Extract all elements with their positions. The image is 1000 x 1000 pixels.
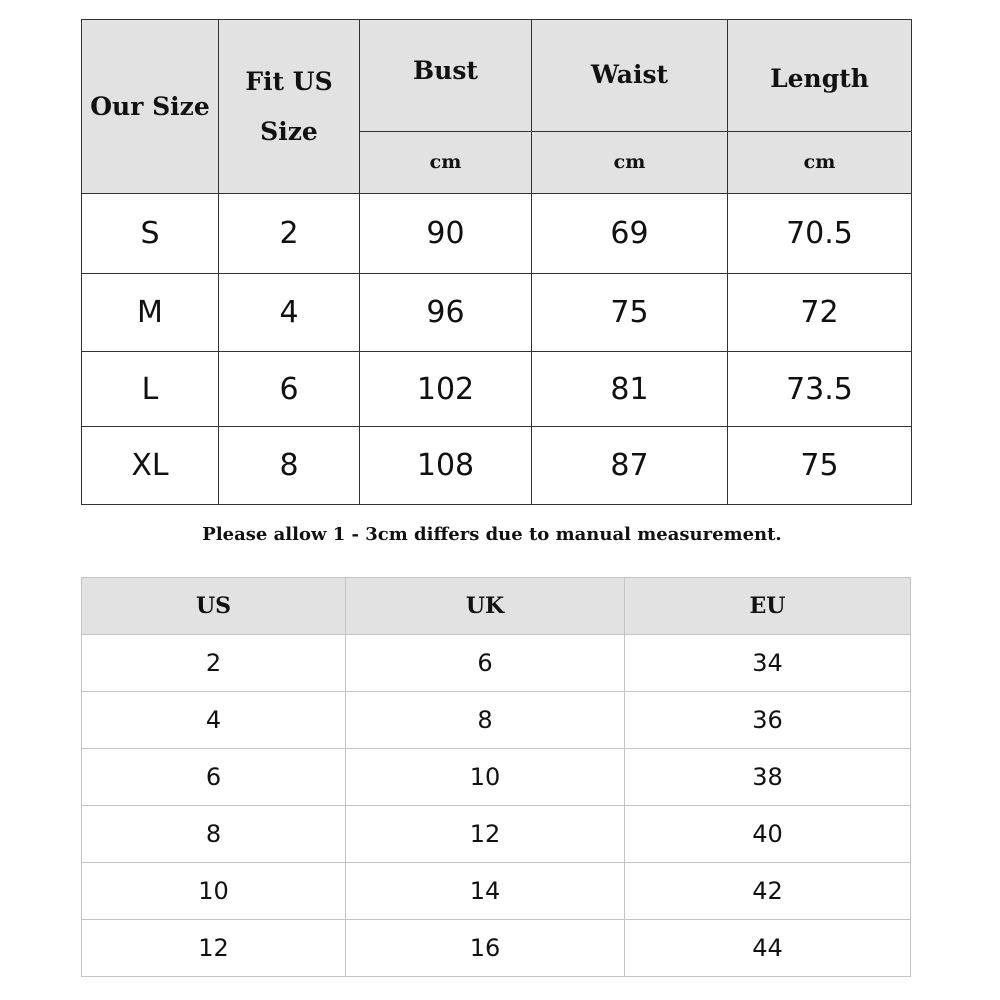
table-row — [82, 692, 911, 749]
cell-uk: 8 — [346, 692, 625, 749]
table-row — [82, 427, 912, 505]
table-row — [82, 806, 911, 863]
table-row — [82, 920, 911, 977]
cell-size: M — [82, 274, 219, 352]
cell-size: L — [82, 352, 219, 427]
cell-eu: 36 — [625, 692, 911, 749]
cell-us: 6 — [219, 352, 360, 427]
cell-us: 2 — [82, 635, 346, 692]
cell-us: 8 — [219, 427, 360, 505]
unit-length: cm — [728, 132, 912, 194]
cell-size: S — [82, 194, 219, 274]
table-row — [82, 749, 911, 806]
cell-bust: 96 — [360, 274, 532, 352]
cell-waist: 81 — [532, 352, 728, 427]
header-bust: Bust — [360, 20, 532, 132]
table-row — [82, 274, 912, 352]
cell-eu: 44 — [625, 920, 911, 977]
table-row — [82, 194, 912, 274]
header-us: US — [82, 578, 346, 635]
measurement-note: Please allow 1 - 3cm differs due to manual measurement. — [202, 524, 782, 545]
cell-bust: 90 — [360, 194, 532, 274]
cell-us: 2 — [219, 194, 360, 274]
size-conversion-table — [81, 577, 911, 977]
conversion-header-row — [82, 578, 911, 635]
table-row — [82, 863, 911, 920]
cell-us: 4 — [82, 692, 346, 749]
cell-uk: 10 — [346, 749, 625, 806]
header-eu: EU — [625, 578, 911, 635]
table-row — [82, 635, 911, 692]
cell-us: 10 — [82, 863, 346, 920]
cell-uk: 6 — [346, 635, 625, 692]
cell-bust: 102 — [360, 352, 532, 427]
cell-size: XL — [82, 427, 219, 505]
size-chart-table — [81, 19, 912, 505]
unit-waist: cm — [532, 132, 728, 194]
cell-length: 70.5 — [728, 194, 912, 274]
cell-waist: 69 — [532, 194, 728, 274]
header-uk: UK — [346, 578, 625, 635]
header-our-size: Our Size — [82, 20, 219, 194]
cell-length: 73.5 — [728, 352, 912, 427]
cell-eu: 42 — [625, 863, 911, 920]
cell-us: 8 — [82, 806, 346, 863]
cell-us: 12 — [82, 920, 346, 977]
cell-length: 72 — [728, 274, 912, 352]
table-row — [82, 352, 912, 427]
cell-waist: 75 — [532, 274, 728, 352]
cell-eu: 40 — [625, 806, 911, 863]
header-waist: Waist — [532, 20, 728, 132]
cell-eu: 38 — [625, 749, 911, 806]
cell-bust: 108 — [360, 427, 532, 505]
cell-eu: 34 — [625, 635, 911, 692]
header-fit-us-size: Fit US Size — [219, 20, 360, 194]
cell-uk: 12 — [346, 806, 625, 863]
cell-waist: 87 — [532, 427, 728, 505]
cell-us: 4 — [219, 274, 360, 352]
cell-uk: 14 — [346, 863, 625, 920]
unit-bust: cm — [360, 132, 532, 194]
cell-us: 6 — [82, 749, 346, 806]
cell-uk: 16 — [346, 920, 625, 977]
header-length: Length — [728, 20, 912, 132]
cell-length: 75 — [728, 427, 912, 505]
